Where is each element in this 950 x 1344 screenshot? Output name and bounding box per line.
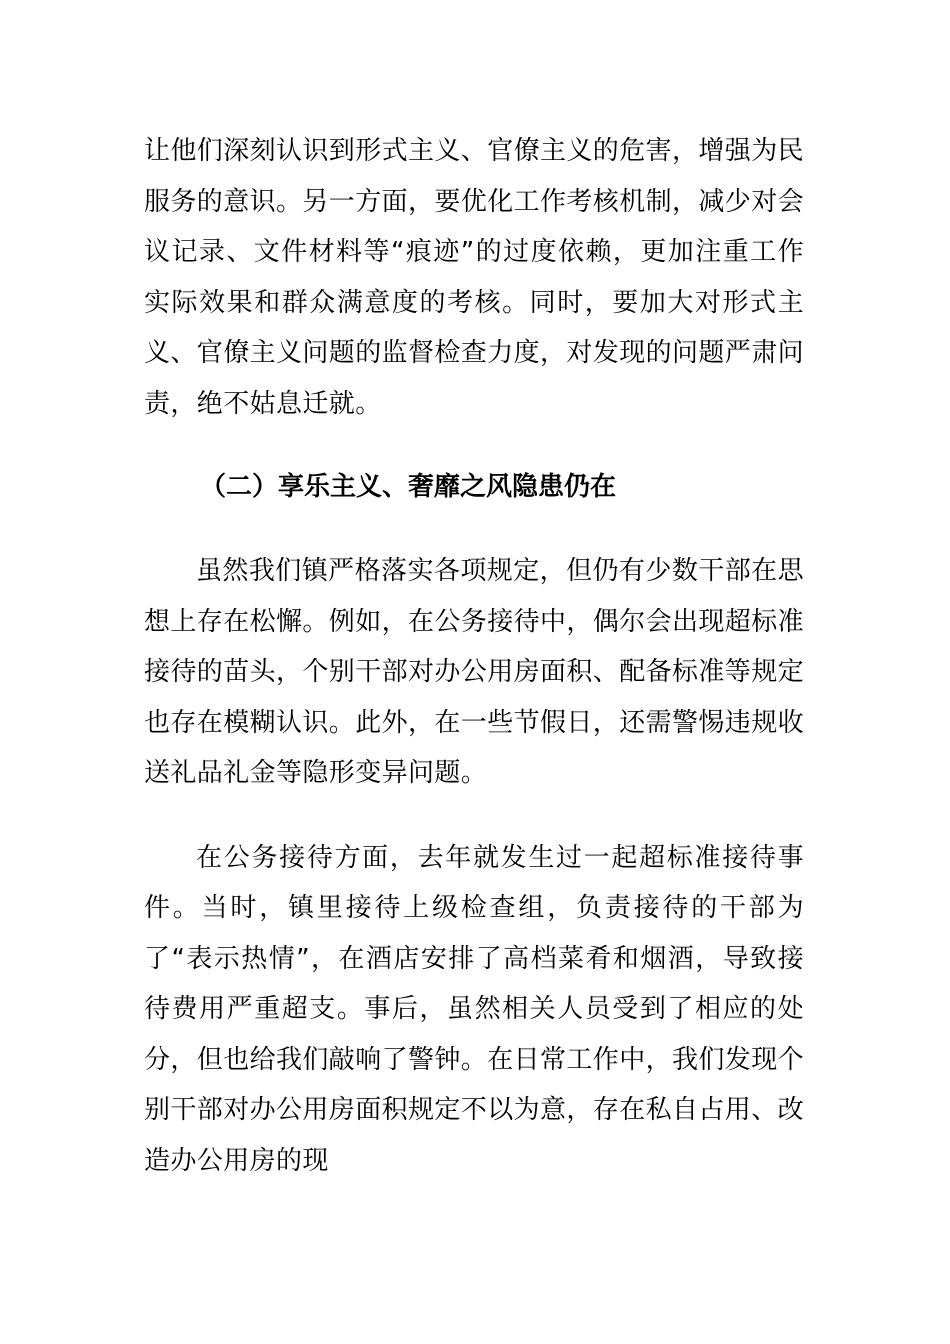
paragraph-continuation: 让他们深刻认识到形式主义、官僚主义的危害，增强为民服务的意识。另一方面，要优化工作考核机制，减少对会议记录、文件材料等“痕迹”的过度依赖，更加注重工作实际效果和群众满意度的考核。同时，要加大对形式主义、官僚主义问题的监督检查力度，对发现的问题严肃问责，绝不姑息迁就。 xyxy=(144,136,805,419)
paragraph-spacer xyxy=(144,429,804,462)
paragraph-reception-case: 在公务接待方面，去年就发生过一起超标准接待事件。当时，镇里接待上级检查组，负责接待的干部为了“表示热情”，在酒店安排了高档菜肴和烟酒，导致接待费用严重超支。事后，虽然相关人员受到了相应的处分，但也给我们敲响了警钟。在日常工作中，我们发现个别干部对办公用房面积规定不以为意，存在私自占用、改造办公用房的现 xyxy=(144,842,805,1176)
paragraph-hedonism-issues: 虽然我们镇严格落实各项规定，但仍有少数干部在思想上存在松懈。例如，在公务接待中，偶尔会出现超标准接待的苗头，个别干部对办公用房面积、配备标准等规定也存在模糊认识。此外，在一些节假日，还需警惕违规收送礼品礼金等隐形变异问题。 xyxy=(144,556,805,788)
paragraph-spacer xyxy=(144,799,804,833)
paragraph-spacer xyxy=(144,512,804,546)
document-body xyxy=(144,126,804,1186)
section-heading: （二）享乐主义、奢靡之风隐患仍在 xyxy=(200,472,617,502)
